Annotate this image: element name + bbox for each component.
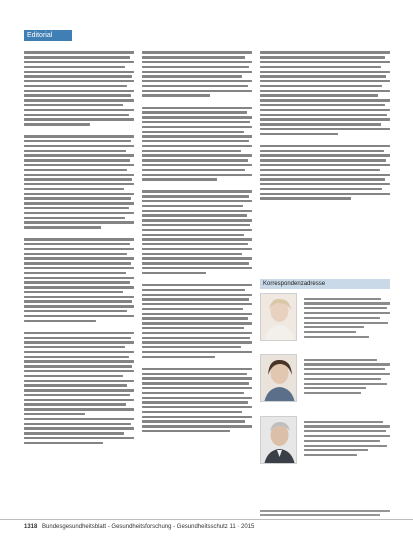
journal-line: Bundesgesundheitsblatt - Gesundheitsforschung - Gesundheitsschutz 11 · 2015 [42,524,255,530]
author-block-3 [260,416,390,474]
author-photo-2-icon [260,354,297,402]
author-photo-1-icon [260,293,297,341]
author-address-2 [304,356,390,397]
author-address-1 [304,295,390,341]
body-column-1 [24,49,134,447]
conflict-notice [260,508,390,519]
page-number: 1318 [24,524,38,530]
correspondence-heading: Korrespondenzadresse [260,279,390,289]
body-column-3 [260,49,390,202]
author-photo-3-icon [260,416,297,464]
footer-rule [0,519,413,520]
body-column-2 [142,49,252,435]
author-address-3 [304,418,390,459]
author-block-2 [260,354,390,412]
page-footer [24,523,254,531]
author-block-1 [260,293,390,351]
section-tag: Editorial [24,30,72,41]
